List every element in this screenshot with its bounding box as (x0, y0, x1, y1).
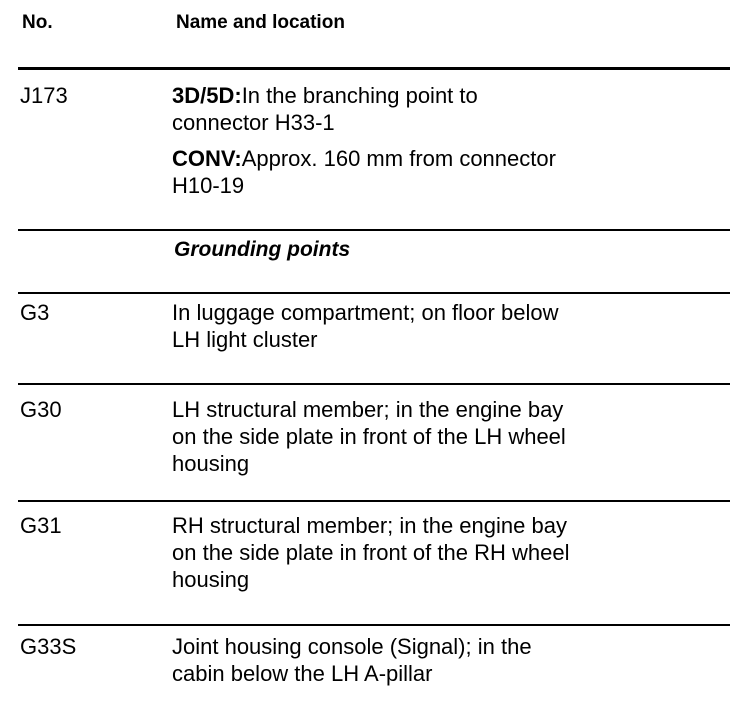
row-divider (18, 500, 730, 502)
description-text: In the branching point to (241, 83, 478, 108)
header-divider (18, 67, 730, 70)
row-code: G31 (20, 513, 62, 538)
description-line: In luggage compartment; on floor below (172, 300, 559, 325)
row-code: J173 (20, 83, 68, 108)
description-line: Joint housing console (Signal); in the (172, 634, 532, 659)
description-line: LH light cluster (172, 327, 318, 352)
description-line: housing (172, 451, 250, 476)
description-line: RH structural member; in the engine bay (172, 513, 567, 538)
column-header-no: No. (22, 12, 53, 33)
row-divider (18, 229, 730, 231)
row-description (172, 299, 712, 353)
row-description (172, 396, 712, 477)
section-title-grounding-points: Grounding points (174, 238, 351, 261)
row-code: G33S (20, 634, 77, 659)
variant-label: 3D/5D: (172, 83, 242, 108)
row-divider (18, 292, 730, 294)
description-line: connector H33-1 (172, 110, 335, 135)
row-description (172, 82, 712, 199)
column-header-name-location: Name and location (176, 12, 345, 33)
row-code: G3 (20, 300, 50, 325)
row-code: G30 (20, 397, 62, 422)
description-line: cabin below the LH A-pillar (172, 661, 433, 686)
variant-label: CONV: (172, 146, 242, 171)
row-divider (18, 624, 730, 626)
row-description (172, 633, 712, 687)
description-text: Approx. 160 mm from connector (241, 146, 556, 171)
description-line: on the side plate in front of the LH wheel (172, 424, 566, 449)
description-line: housing (172, 567, 250, 592)
description-line: on the side plate in front of the RH wheel (172, 540, 570, 565)
description-line (172, 82, 712, 109)
description-line: LH structural member; in the engine bay (172, 397, 564, 422)
row-description (172, 512, 712, 593)
row-divider (18, 383, 730, 385)
description-line (172, 145, 712, 172)
description-line: H10-19 (172, 173, 245, 198)
